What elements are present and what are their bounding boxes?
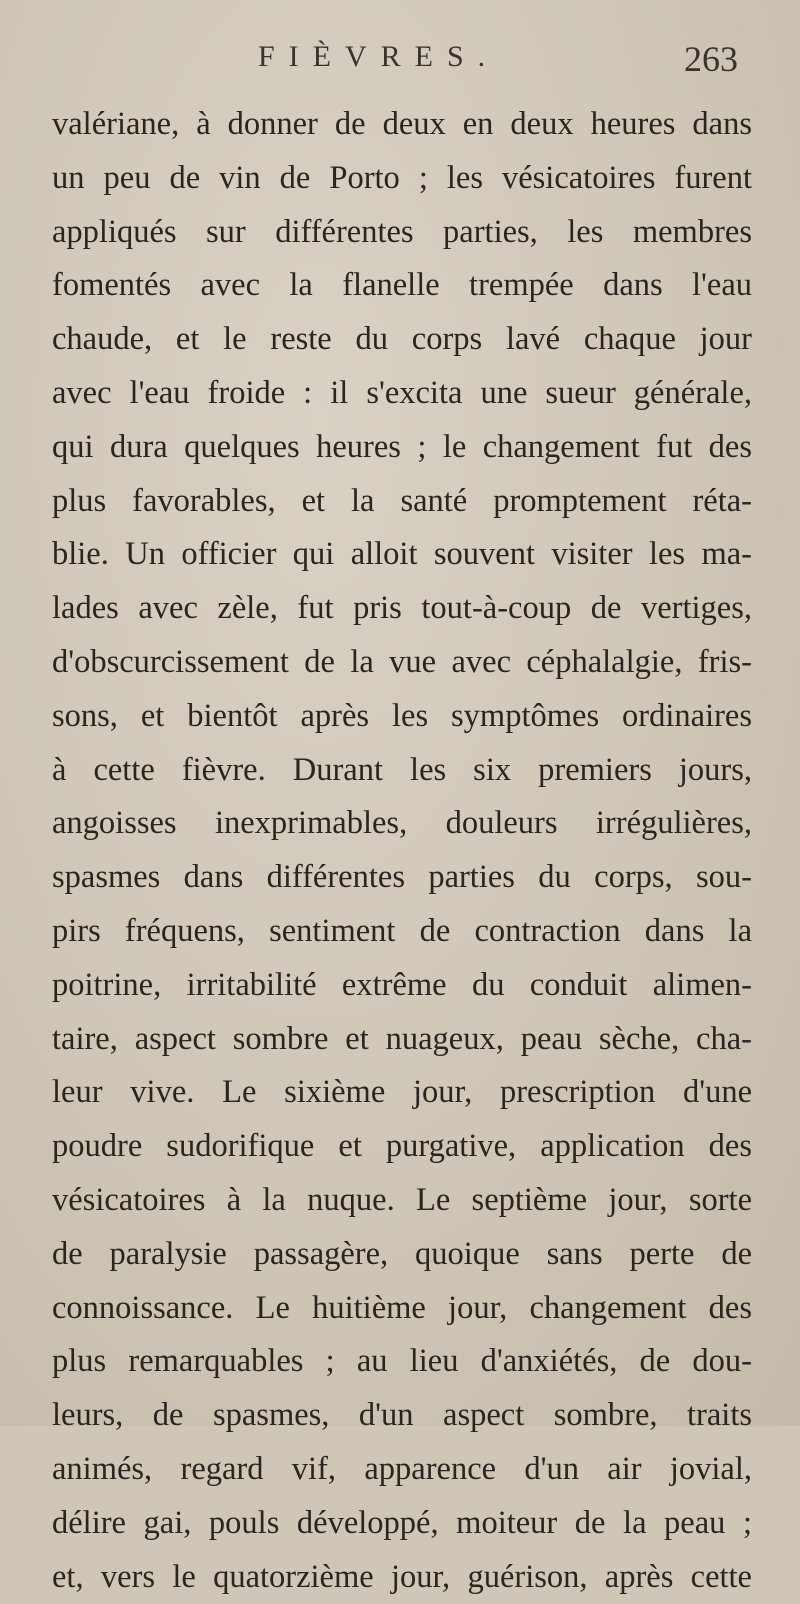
text-line: vésicatoires à la nuque. Le septième jour, sorte bbox=[52, 1181, 752, 1218]
page-number: 263 bbox=[684, 39, 738, 79]
text-line: plus remarquables ; au lieu d'anxiétés, de dou- bbox=[52, 1343, 752, 1380]
text-line: animés, regard vif, apparence d'un air jovial, bbox=[52, 1450, 752, 1487]
text-line: poitrine, irritabilité extrême du conduit alimen- bbox=[52, 966, 752, 1003]
text-line: avec l'eau froide : il s'excita une sueur générale, bbox=[52, 374, 752, 411]
running-title: FIÈVRES. bbox=[258, 40, 500, 73]
text-line: leurs, de spasmes, d'un aspect sombre, traits bbox=[52, 1397, 752, 1434]
text-line: connoissance. Le huitième jour, changement des bbox=[52, 1289, 752, 1326]
text-line: poudre sudorifique et purgative, application des bbox=[52, 1128, 752, 1165]
text-line: qui dura quelques heures ; le changement fut des bbox=[52, 428, 752, 465]
text-line: pirs fréquens, sentiment de contraction dans la bbox=[52, 912, 752, 949]
text-line: fomentés avec la flanelle trempée dans l'eau bbox=[52, 267, 752, 304]
text-line: et, vers le quatorzième jour, guérison, après cette bbox=[52, 1558, 752, 1595]
body-text bbox=[52, 98, 752, 1604]
text-line: valériane, à donner de deux en deux heures dans bbox=[52, 106, 752, 142]
text-line: délire gai, pouls développé, moiteur de la peau ; bbox=[52, 1504, 752, 1541]
text-line: angoisses inexprimables, douleurs irrégulières, bbox=[52, 805, 752, 842]
text-line: plus favorables, et la santé promptement réta- bbox=[52, 482, 752, 519]
text-line: blie. Un officier qui alloit souvent visiter les ma- bbox=[52, 536, 752, 573]
text-line: taire, aspect sombre et nuageux, peau sèche, cha- bbox=[52, 1020, 752, 1057]
text-line: lades avec zèle, fut pris tout-à-coup de vertiges, bbox=[52, 590, 752, 627]
text-line: de paralysie passagère, quoique sans perte de bbox=[52, 1235, 752, 1272]
text-line: appliqués sur différentes parties, les membres bbox=[52, 213, 752, 250]
text-line: leur vive. Le sixième jour, prescription d'une bbox=[52, 1074, 752, 1111]
text-line: à cette fièvre. Durant les six premiers jours, bbox=[52, 751, 752, 788]
page-header bbox=[258, 40, 738, 100]
text-line: d'obscurcissement de la vue avec céphalalgie, fris- bbox=[52, 643, 752, 680]
text-line: chaude, et le reste du corps lavé chaque jour bbox=[52, 321, 752, 358]
text-line: un peu de vin de Porto ; les vésicatoires furent bbox=[52, 159, 752, 196]
text-line: spasmes dans différentes parties du corps, sou- bbox=[52, 859, 752, 896]
text-line: sons, et bientôt après les symptômes ordinaires bbox=[52, 697, 752, 734]
